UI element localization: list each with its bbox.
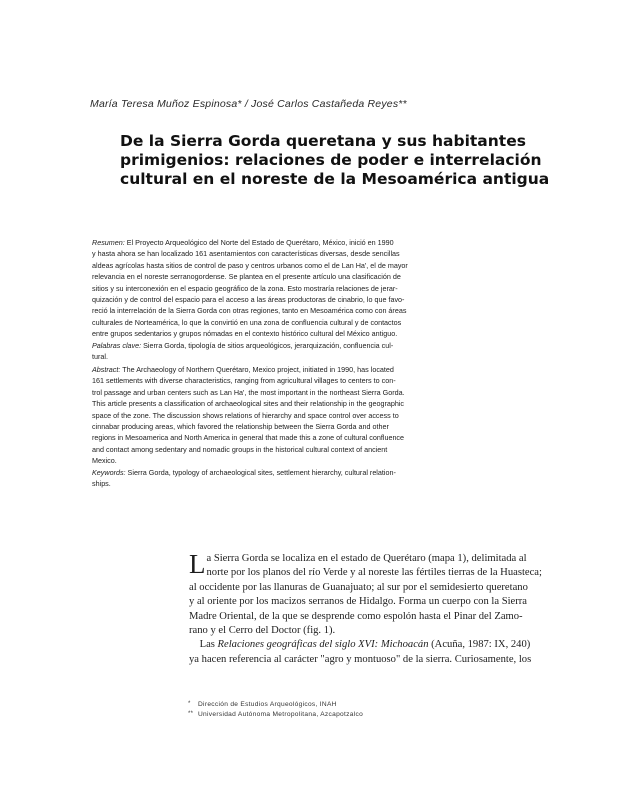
- abstract-block: [92, 364, 467, 489]
- abstract-line: and contact among sedentary and nomadic groups in the historical cultural context of ancient: [92, 444, 388, 454]
- resumen-block: [92, 237, 467, 362]
- palabras-clave-label: Palabras clave:: [92, 340, 142, 350]
- abstract-line: space of the zone. The discussion shows relations of hierarchy and space control over access to: [92, 410, 399, 420]
- body-line: a Sierra Gorda se localiza en el estado de Querétaro (mapa 1), delimitada al: [206, 553, 527, 564]
- abstract-text: The Archaeology of Northern Querétaro, Mexico project, initiated in 1990, has located: [120, 365, 394, 374]
- body-line: ya hacen referencia al carácter "agro y montuoso" de la sierra. Curiosamente, los: [189, 653, 532, 665]
- abstract-line: trol passage and urban centers such as Lan Ha', the most important in the northeast Sierra Gorda.: [92, 387, 405, 397]
- article-title: [120, 132, 550, 189]
- abstract-line: Mexico.: [92, 456, 117, 466]
- title-line: cultural en el noreste de la Mesoamérica antigua: [120, 170, 550, 188]
- resumen-text: El Proyecto Arqueológico del Norte del Estado de Querétaro, México, inició en 1990: [124, 238, 394, 247]
- palabras-clave-text: Sierra Gorda, tipología de sitios arqueológicos, jerarquización, confluencia cul-: [141, 340, 394, 350]
- body-line: Madre Oriental, de la que se desprende como espolón hasta el Pinar del Zamo-: [189, 610, 523, 622]
- cited-work-title: Relaciones geográficas del siglo XVI: Michoacán: [217, 639, 429, 651]
- abstract-label: Abstract:: [92, 365, 121, 374]
- keywords-line: ships.: [92, 479, 111, 489]
- body-text: [189, 549, 542, 667]
- palabras-clave-line: tural.: [92, 352, 108, 362]
- abstract-line: 161 settlements with diverse characteristics, ranging from agricultural villages to centers to con-: [92, 376, 396, 386]
- resumen-line: entre grupos sedentarios y grupos nómadas en el contexto histórico cultural del México antiguo.: [92, 329, 398, 339]
- keywords-label: Keywords:: [92, 467, 126, 477]
- resumen-line: sitios y su interconexión en el espacio geográfico de la zona. Esto mostraría relaciones de jerar-: [92, 283, 398, 293]
- resumen-line: y hasta ahora se han localizado 161 asentamientos con características diversas, desde sencillas: [92, 249, 400, 259]
- resumen-line: relevancia en el noreste serranogordense. Se plantea en el presente artículo una clasificación de: [92, 272, 401, 282]
- footnote-mark: *: [188, 701, 191, 707]
- palabras-clave-line: [92, 340, 467, 351]
- footnote-text: Universidad Autónoma Metropolitana, Azcapotzalco: [198, 710, 364, 718]
- resumen-line: [92, 237, 467, 248]
- resumen-line: aldeas agrícolas hasta sitios de control de paso y centros urbanos como el de Lan Ha', el de mayor: [92, 260, 408, 270]
- resumen-line: quización y de control del espacio para el acceso a las áreas productoras de cinabrio, lo que favo-: [92, 295, 405, 305]
- abstract-line: regions in Mesoamerica and North America in general that made this a zone of cultural confluence: [92, 433, 405, 443]
- footnote-text: Dirección de Estudios Arqueológicos, INAH: [198, 701, 337, 708]
- resumen-line: culturales de Norteamérica, lo que la convirtió en una zona de confluencia cultural y de contactos: [92, 317, 402, 327]
- title-line: De la Sierra Gorda queretana y sus habitantes: [120, 132, 526, 150]
- resumen-line: reció la interrelación de la Sierra Gorda con otras regiones, tanto en Mesoamérica como con áreas: [92, 306, 407, 316]
- footnotes: [188, 700, 488, 719]
- abstract-line: [92, 364, 467, 375]
- footnote-mark: **: [188, 710, 194, 717]
- title-line: primigenios: relaciones de poder e interrelación: [120, 151, 542, 169]
- drop-cap: L: [189, 549, 206, 579]
- body-text-run: (Acuña, 1987: IX, 240): [428, 639, 531, 651]
- body-text-run: Las: [199, 639, 218, 651]
- authors-line: María Teresa Muñoz Espinosa* / José Carlos Castañeda Reyes**: [90, 98, 407, 110]
- keywords-text: Sierra Gorda, typology of archaeological sites, settlement hierarchy, cultural relation-: [125, 467, 396, 477]
- body-line: rano y el Cerro del Doctor (fig. 1).: [189, 625, 336, 637]
- body-line: [189, 638, 539, 652]
- footnote: [188, 710, 488, 720]
- body-line: y al oriente por los macizos serranos de Hidalgo. Forma un cuerpo con la Sierra: [189, 596, 528, 608]
- abstract-line: cinnabar producing areas, which favored the relationship between the Sierra Gorda and other: [92, 422, 389, 432]
- body-line: norte por los planos del río Verde y al noreste las fértiles tierras de la Huasteca;: [206, 567, 542, 579]
- footnote: [188, 700, 488, 710]
- abstract-line: This article presents a classification of archaeological sites and their relationship in the geographic: [92, 399, 405, 409]
- resumen-label: Resumen:: [92, 238, 125, 247]
- keywords-line: [92, 467, 467, 478]
- body-line: al occidente por las llanuras de Guanajuato; al sur por el semidesierto queretano: [189, 581, 528, 593]
